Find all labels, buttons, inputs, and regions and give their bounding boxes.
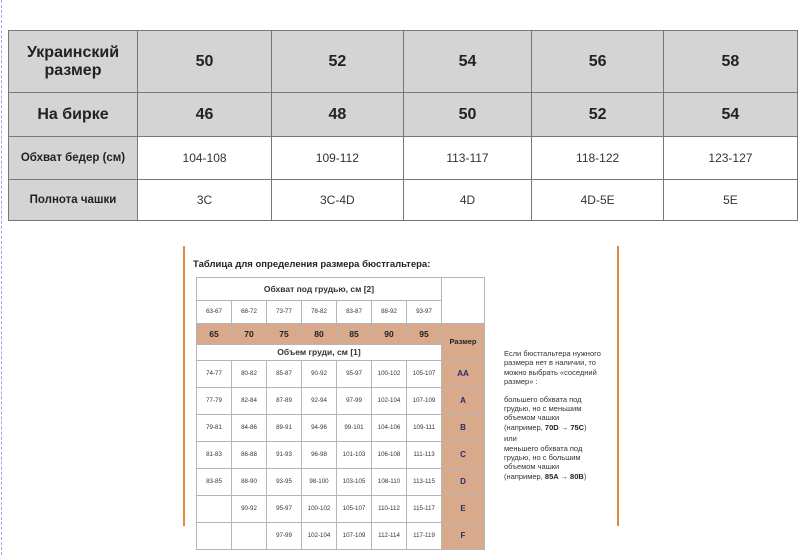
table-cell: 102-104: [302, 522, 337, 549]
note-or: или: [504, 434, 517, 444]
row-label: Украинский размер: [9, 31, 138, 93]
note-example-2-suffix: ): [583, 471, 587, 481]
table-cell: 4D-5E: [532, 180, 663, 221]
table-cell: 93-95: [267, 468, 302, 495]
table-row: [9, 137, 798, 180]
table-cell: 58: [663, 31, 797, 93]
table-cell: 77-79: [197, 387, 232, 414]
row-label: На бирке: [9, 93, 138, 137]
table-cell: 115-117: [407, 495, 442, 522]
band-cell: 90: [372, 323, 407, 344]
bra-size-chart: [183, 246, 619, 540]
cup-size-cell: A: [442, 387, 485, 414]
table-cell: 56: [532, 31, 663, 93]
table-cell: [197, 495, 232, 522]
table-cell: 113-115: [407, 468, 442, 495]
table-cell: 88-92: [372, 300, 407, 323]
table-cell: 52: [532, 93, 663, 137]
table-cell: 105-107: [407, 360, 442, 387]
table-cell: 54: [403, 31, 532, 93]
orange-right-border: [617, 246, 619, 526]
table-cell: 46: [138, 93, 272, 137]
underbust-range-row: [197, 300, 485, 323]
table-cell: 90-92: [302, 360, 337, 387]
table-cell: 109-112: [272, 137, 403, 180]
empty-cell: [442, 300, 485, 323]
table-cell: 95-97: [267, 495, 302, 522]
left-dashed-guide: [1, 0, 2, 555]
table-cell: 74-77: [197, 360, 232, 387]
table-row: [9, 31, 798, 93]
note-example-2: [504, 472, 602, 481]
table-cell: 118-122: [532, 137, 663, 180]
table-cell: 52: [272, 31, 403, 93]
table-row: [197, 495, 485, 522]
table-cell: [197, 522, 232, 549]
table-cell: 96-98: [302, 441, 337, 468]
band-cell: 80: [302, 323, 337, 344]
table-cell: 117-119: [407, 522, 442, 549]
table-cell: 83-85: [197, 468, 232, 495]
row-label: Обхват бедер (см): [9, 137, 138, 180]
cup-size-cell: F: [442, 522, 485, 549]
note-example-1: [504, 423, 602, 432]
band-cell: 65: [197, 323, 232, 344]
band-row: [197, 323, 485, 344]
table-cell: 97-99: [337, 387, 372, 414]
bra-size-table: [196, 277, 485, 550]
table-cell: 84-86: [232, 414, 267, 441]
table-cell: 85-87: [267, 360, 302, 387]
table-cell: 86-88: [232, 441, 267, 468]
table-cell: 79-81: [197, 414, 232, 441]
cup-size-cell: AA: [442, 360, 485, 387]
table-cell: 54: [663, 93, 797, 137]
table-row: [197, 441, 485, 468]
cup-size-cell: C: [442, 441, 485, 468]
table-cell: 103-105: [337, 468, 372, 495]
table-row: [197, 344, 485, 360]
note-option-2: меньшего обхвата под грудью, но с большим объемом чашки: [504, 443, 583, 472]
size-note: [504, 349, 602, 481]
note-example-1-prefix: (например,: [504, 422, 545, 432]
table-cell: 107-109: [337, 522, 372, 549]
table-row: [197, 522, 485, 549]
size-header: Размер: [442, 323, 485, 360]
table-cell: 106-108: [372, 441, 407, 468]
orange-left-border: [183, 246, 185, 526]
table-cell: 102-104: [372, 387, 407, 414]
cup-size-cell: D: [442, 468, 485, 495]
band-cell: 85: [337, 323, 372, 344]
table-cell: 109-111: [407, 414, 442, 441]
note-example-1-suffix: ): [584, 422, 587, 432]
table-cell: 108-110: [372, 468, 407, 495]
table-cell: 94-96: [302, 414, 337, 441]
table-cell: 88-90: [232, 468, 267, 495]
table-cell: [232, 522, 267, 549]
table-cell: 68-72: [232, 300, 267, 323]
table-cell: 97-99: [267, 522, 302, 549]
table-cell: 87-89: [267, 387, 302, 414]
note-option-1: большего обхвата под грудью, но с меньшим объемом чашки: [504, 394, 582, 423]
table-cell: 73-77: [267, 300, 302, 323]
table-cell: 95-97: [337, 360, 372, 387]
size-table: [8, 30, 798, 221]
band-cell: 75: [267, 323, 302, 344]
bra-chart-title: Таблица для определения размера бюстгальтера:: [193, 259, 431, 270]
table-cell: 82-84: [232, 387, 267, 414]
table-cell: 113-117: [403, 137, 532, 180]
cup-size-cell: E: [442, 495, 485, 522]
table-cell: 93-97: [407, 300, 442, 323]
table-row: [9, 180, 798, 221]
table-cell: 100-102: [372, 360, 407, 387]
table-row: [9, 93, 798, 137]
table-cell: 50: [138, 31, 272, 93]
band-cell: 70: [232, 323, 267, 344]
table-cell: 4D: [403, 180, 532, 221]
table-row: [197, 360, 485, 387]
note-example-1-value: 70D → 75C: [544, 422, 585, 432]
table-cell: 123-127: [663, 137, 797, 180]
table-cell: 104-106: [372, 414, 407, 441]
table-cell: 90-92: [232, 495, 267, 522]
table-cell: 111-113: [407, 441, 442, 468]
table-row: [197, 387, 485, 414]
table-cell: 50: [403, 93, 532, 137]
cup-size-cell: B: [442, 414, 485, 441]
table-cell: 5E: [663, 180, 797, 221]
underbust-header: Обхват под грудью, см [2]: [197, 278, 442, 301]
table-cell: 92-94: [302, 387, 337, 414]
table-cell: 78-82: [302, 300, 337, 323]
table-cell: 101-103: [337, 441, 372, 468]
table-cell: 98-100: [302, 468, 337, 495]
table-cell: 105-107: [337, 495, 372, 522]
note-example-2-value: 85A → 80B: [544, 471, 584, 481]
table-cell: 112-114: [372, 522, 407, 549]
table-cell: 99-101: [337, 414, 372, 441]
table-cell: 104-108: [138, 137, 272, 180]
bust-header: Объем груди, см [1]: [197, 344, 442, 360]
table-cell: 83-87: [337, 300, 372, 323]
note-example-2-prefix: (например,: [504, 471, 545, 481]
table-cell: 81-83: [197, 441, 232, 468]
table-cell: 91-93: [267, 441, 302, 468]
table-cell: 3C-4D: [272, 180, 403, 221]
row-label: Полнота чашки: [9, 180, 138, 221]
table-row: [197, 278, 485, 301]
table-cell: 107-109: [407, 387, 442, 414]
table-cell: 80-82: [232, 360, 267, 387]
table-cell: 89-91: [267, 414, 302, 441]
table-cell: 110-112: [372, 495, 407, 522]
table-row: [197, 468, 485, 495]
band-cell: 95: [407, 323, 442, 344]
empty-cell: [442, 278, 485, 301]
table-row: [197, 414, 485, 441]
table-cell: 63-67: [197, 300, 232, 323]
table-cell: 48: [272, 93, 403, 137]
table-cell: 100-102: [302, 495, 337, 522]
note-intro: Если бюстгальтера нужного размера нет в наличии, то можно выбрать «соседний размер» :: [504, 349, 601, 387]
table-cell: 3C: [138, 180, 272, 221]
